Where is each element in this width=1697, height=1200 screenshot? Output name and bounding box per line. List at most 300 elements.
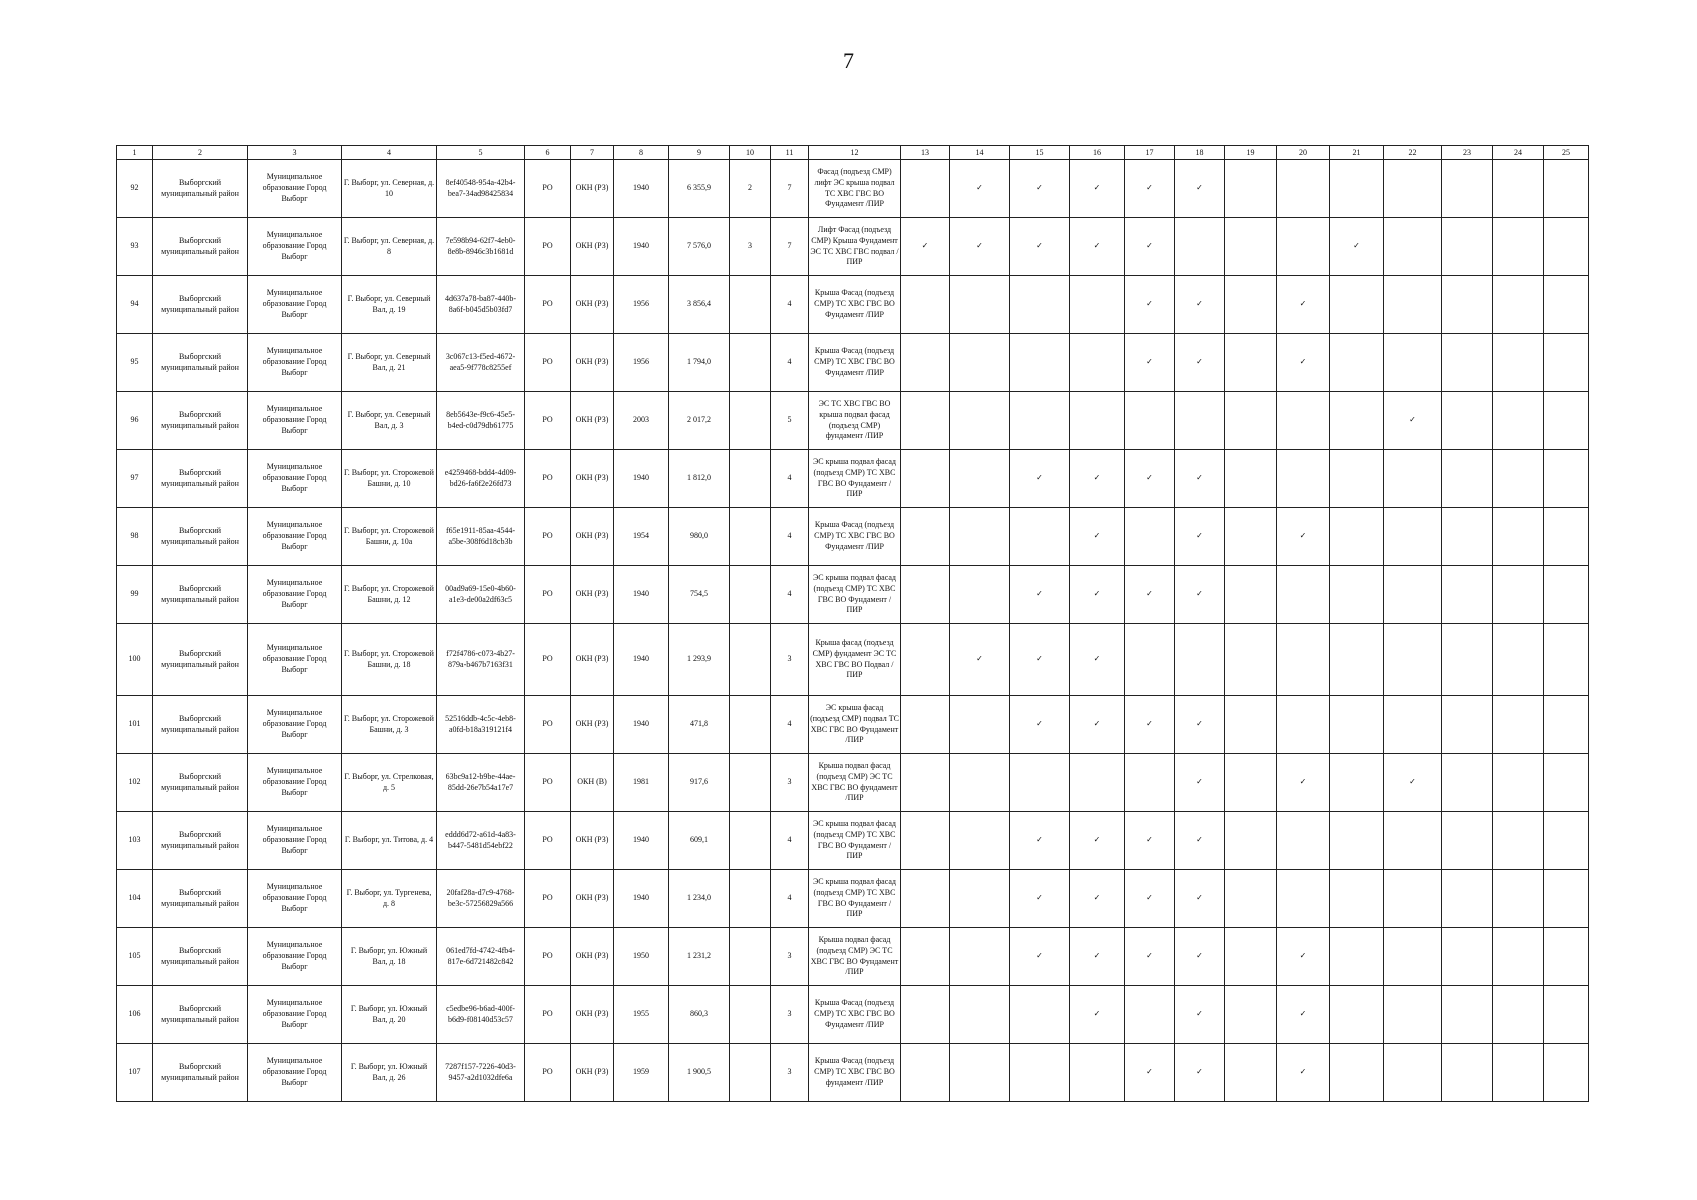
- empty-work-cell: [1070, 276, 1125, 334]
- operator-cell: РО: [525, 624, 571, 696]
- area-cell: 609,1: [669, 812, 730, 870]
- check-mark: ✓: [1070, 218, 1125, 276]
- column-number-header: 22: [1384, 146, 1442, 160]
- works-list-cell: Крыша Фасад (подъезд СМР) ТС ХВС ГВС ВО Фундамент /ПИР: [809, 508, 901, 566]
- row-number: 106: [117, 986, 153, 1044]
- empty-work-cell: [1225, 276, 1277, 334]
- heritage-status-cell: ОКН (РЗ): [571, 566, 614, 624]
- check-mark: ✓: [1010, 160, 1070, 218]
- empty-work-cell: [1493, 986, 1544, 1044]
- check-mark: ✓: [1330, 218, 1384, 276]
- area-cell: 6 355,9: [669, 160, 730, 218]
- column-11-cell: 3: [771, 624, 809, 696]
- works-list-cell: Фасад (подъезд СМР) лифт ЭС крыша подвал ТС ХВС ГВС ВО Фундамент /ПИР: [809, 160, 901, 218]
- column-10-cell: [730, 1044, 771, 1102]
- works-list-cell: Крыша фасад (подъезд СМР) фундамент ЭС ТС ХВС ГВС ВО Подвал /ПИР: [809, 624, 901, 696]
- empty-work-cell: [1384, 450, 1442, 508]
- address-cell: Г. Выборг, ул. Северный Вал, д. 3: [342, 392, 437, 450]
- building-id-cell: 4d637a78-ba87-440b-8a6f-b045d5b03fd7: [437, 276, 525, 334]
- municipality-cell: Муниципальное образование Город Выборг: [248, 624, 342, 696]
- column-number-header: 9: [669, 146, 730, 160]
- heritage-status-cell: ОКН (РЗ): [571, 870, 614, 928]
- empty-work-cell: [1070, 1044, 1125, 1102]
- empty-work-cell: [1125, 508, 1175, 566]
- empty-work-cell: [1442, 566, 1493, 624]
- operator-cell: РО: [525, 276, 571, 334]
- check-mark: ✓: [1175, 566, 1225, 624]
- operator-cell: РО: [525, 508, 571, 566]
- empty-work-cell: [1384, 566, 1442, 624]
- empty-work-cell: [950, 276, 1010, 334]
- building-id-cell: e4259468-bdd4-4d09-bd26-fa6f2e26fd73: [437, 450, 525, 508]
- column-11-cell: 3: [771, 1044, 809, 1102]
- check-mark: ✓: [1125, 1044, 1175, 1102]
- empty-work-cell: [1442, 754, 1493, 812]
- check-mark: ✓: [1070, 870, 1125, 928]
- check-mark: ✓: [1070, 450, 1125, 508]
- works-list-cell: Крыша подвал фасад (подъезд СМР) ЭС ТС ХВС ГВС ВО Фундамент /ПИР: [809, 928, 901, 986]
- year-built-cell: 1940: [614, 218, 669, 276]
- row-number: 100: [117, 624, 153, 696]
- empty-work-cell: [1125, 392, 1175, 450]
- empty-work-cell: [901, 986, 950, 1044]
- municipality-cell: Муниципальное образование Город Выборг: [248, 276, 342, 334]
- column-number-header: 24: [1493, 146, 1544, 160]
- empty-work-cell: [1493, 276, 1544, 334]
- empty-work-cell: [1330, 276, 1384, 334]
- check-mark: ✓: [1277, 1044, 1330, 1102]
- works-list-cell: ЭС крыша фасад (подъезд СМР) подвал ТС ХВС ГВС ВО Фундамент /ПИР: [809, 696, 901, 754]
- empty-work-cell: [1225, 754, 1277, 812]
- heritage-status-cell: ОКН (РЗ): [571, 276, 614, 334]
- empty-work-cell: [1493, 508, 1544, 566]
- table-row: [117, 276, 1589, 334]
- empty-work-cell: [1175, 218, 1225, 276]
- check-mark: ✓: [950, 218, 1010, 276]
- empty-work-cell: [1442, 870, 1493, 928]
- address-cell: Г. Выборг, ул. Северный Вал, д. 21: [342, 334, 437, 392]
- address-cell: Г. Выборг, ул. Южный Вал, д. 18: [342, 928, 437, 986]
- empty-work-cell: [1070, 392, 1125, 450]
- empty-work-cell: [1330, 450, 1384, 508]
- empty-work-cell: [1277, 566, 1330, 624]
- check-mark: ✓: [1125, 160, 1175, 218]
- year-built-cell: 1981: [614, 754, 669, 812]
- empty-work-cell: [1225, 566, 1277, 624]
- check-mark: ✓: [1125, 812, 1175, 870]
- empty-work-cell: [1010, 1044, 1070, 1102]
- empty-work-cell: [1225, 508, 1277, 566]
- column-11-cell: 7: [771, 160, 809, 218]
- empty-work-cell: [901, 392, 950, 450]
- empty-work-cell: [901, 450, 950, 508]
- address-cell: Г. Выборг, ул. Сторожевой Башни, д. 12: [342, 566, 437, 624]
- register-table: [116, 145, 1589, 1102]
- empty-work-cell: [1384, 218, 1442, 276]
- address-cell: Г. Выборг, ул. Сторожевой Башни, д. 10а: [342, 508, 437, 566]
- empty-work-cell: [1225, 696, 1277, 754]
- district-cell: Выборгский муниципальный район: [153, 1044, 248, 1102]
- empty-work-cell: [1277, 870, 1330, 928]
- table-row: [117, 986, 1589, 1044]
- municipality-cell: Муниципальное образование Город Выборг: [248, 334, 342, 392]
- empty-work-cell: [1384, 870, 1442, 928]
- building-id-cell: 8ef40548-954a-42b4-bea7-34ad98425834: [437, 160, 525, 218]
- empty-work-cell: [1330, 392, 1384, 450]
- empty-work-cell: [1330, 508, 1384, 566]
- row-number: 99: [117, 566, 153, 624]
- empty-work-cell: [1384, 160, 1442, 218]
- empty-work-cell: [1125, 624, 1175, 696]
- year-built-cell: 1940: [614, 566, 669, 624]
- works-list-cell: Крыша Фасад (подъезд СМР) ТС ХВС ГВС ВО фундамент /ПИР: [809, 1044, 901, 1102]
- empty-work-cell: [1225, 160, 1277, 218]
- empty-work-cell: [1225, 624, 1277, 696]
- area-cell: 1 293,9: [669, 624, 730, 696]
- district-cell: Выборгский муниципальный район: [153, 812, 248, 870]
- empty-work-cell: [1277, 696, 1330, 754]
- area-cell: 3 856,4: [669, 276, 730, 334]
- table-row: [117, 1044, 1589, 1102]
- column-number-header: 11: [771, 146, 809, 160]
- column-11-cell: 4: [771, 276, 809, 334]
- empty-work-cell: [1330, 1044, 1384, 1102]
- heritage-status-cell: ОКН (РЗ): [571, 624, 614, 696]
- empty-work-cell: [1330, 754, 1384, 812]
- empty-work-cell: [1225, 928, 1277, 986]
- area-cell: 1 812,0: [669, 450, 730, 508]
- empty-work-cell: [950, 392, 1010, 450]
- address-cell: Г. Выборг, ул. Тургенева, д. 8: [342, 870, 437, 928]
- works-list-cell: Крыша подвал фасад (подъезд СМР) ЭС ТС ХВС ГВС ВО фундамент /ПИР: [809, 754, 901, 812]
- building-id-cell: 7e598b94-62f7-4eb0-8e8b-8946c3b1681d: [437, 218, 525, 276]
- table-row: [117, 696, 1589, 754]
- empty-work-cell: [1384, 696, 1442, 754]
- district-cell: Выборгский муниципальный район: [153, 566, 248, 624]
- building-id-cell: 3c067c13-f5ed-4672-aea5-9f778c8255ef: [437, 334, 525, 392]
- district-cell: Выборгский муниципальный район: [153, 928, 248, 986]
- empty-work-cell: [1330, 986, 1384, 1044]
- empty-work-cell: [1442, 160, 1493, 218]
- building-id-cell: 52516ddb-4c5c-4eb8-a0fd-b18a319121f4: [437, 696, 525, 754]
- check-mark: ✓: [1175, 276, 1225, 334]
- operator-cell: РО: [525, 1044, 571, 1102]
- empty-work-cell: [1277, 160, 1330, 218]
- check-mark: ✓: [1175, 508, 1225, 566]
- empty-work-cell: [1493, 334, 1544, 392]
- empty-work-cell: [901, 566, 950, 624]
- column-number-header: 20: [1277, 146, 1330, 160]
- operator-cell: РО: [525, 870, 571, 928]
- works-list-cell: Крыша Фасад (подъезд СМР) ТС ХВС ГВС ВО Фундамент /ПИР: [809, 334, 901, 392]
- check-mark: ✓: [1277, 928, 1330, 986]
- column-number-header: 6: [525, 146, 571, 160]
- column-10-cell: 3: [730, 218, 771, 276]
- municipality-cell: Муниципальное образование Город Выборг: [248, 160, 342, 218]
- empty-work-cell: [1544, 334, 1589, 392]
- empty-work-cell: [1277, 450, 1330, 508]
- empty-work-cell: [1125, 986, 1175, 1044]
- empty-work-cell: [901, 928, 950, 986]
- building-id-cell: 00ad9a69-15e0-4b60-a1e3-de00a2df63c5: [437, 566, 525, 624]
- table-row: [117, 218, 1589, 276]
- address-cell: Г. Выборг, ул. Северный Вал, д. 19: [342, 276, 437, 334]
- works-list-cell: ЭС крыша подвал фасад (подъезд СМР) ТС ХВС ГВС ВО Фундамент /ПИР: [809, 566, 901, 624]
- works-list-cell: ЭС крыша подвал фасад (подъезд СМР) ТС ХВС ГВС ВО Фундамент /ПИР: [809, 450, 901, 508]
- empty-work-cell: [1544, 754, 1589, 812]
- building-id-cell: c5edbe96-b6ad-400f-b6d9-f08140d53c57: [437, 986, 525, 1044]
- year-built-cell: 1954: [614, 508, 669, 566]
- column-number-header: 1: [117, 146, 153, 160]
- column-number-header: 10: [730, 146, 771, 160]
- address-cell: Г. Выборг, ул. Южный Вал, д. 26: [342, 1044, 437, 1102]
- heritage-status-cell: ОКН (РЗ): [571, 1044, 614, 1102]
- check-mark: ✓: [1175, 812, 1225, 870]
- works-list-cell: ЭС крыша подвал фасад (подъезд СМР) ТС ХВС ГВС ВО Фундамент /ПИР: [809, 870, 901, 928]
- municipality-cell: Муниципальное образование Город Выборг: [248, 1044, 342, 1102]
- column-11-cell: 4: [771, 566, 809, 624]
- empty-work-cell: [1175, 624, 1225, 696]
- empty-work-cell: [1277, 812, 1330, 870]
- empty-work-cell: [901, 754, 950, 812]
- empty-work-cell: [1493, 160, 1544, 218]
- building-id-cell: f65e1911-85aa-4544-a5be-308f6d18cb3b: [437, 508, 525, 566]
- empty-work-cell: [1442, 1044, 1493, 1102]
- empty-work-cell: [901, 870, 950, 928]
- check-mark: ✓: [950, 624, 1010, 696]
- check-mark: ✓: [1175, 696, 1225, 754]
- area-cell: 980,0: [669, 508, 730, 566]
- address-cell: Г. Выборг, ул. Сторожевой Башни, д. 3: [342, 696, 437, 754]
- operator-cell: РО: [525, 334, 571, 392]
- check-mark: ✓: [1277, 334, 1330, 392]
- empty-work-cell: [1010, 334, 1070, 392]
- row-number: 93: [117, 218, 153, 276]
- check-mark: ✓: [1277, 276, 1330, 334]
- check-mark: ✓: [1010, 566, 1070, 624]
- operator-cell: РО: [525, 160, 571, 218]
- column-number-header: 2: [153, 146, 248, 160]
- empty-work-cell: [1544, 1044, 1589, 1102]
- year-built-cell: 2003: [614, 392, 669, 450]
- year-built-cell: 1940: [614, 870, 669, 928]
- check-mark: ✓: [1070, 812, 1125, 870]
- column-10-cell: [730, 812, 771, 870]
- empty-work-cell: [1493, 392, 1544, 450]
- empty-work-cell: [1544, 508, 1589, 566]
- column-11-cell: 5: [771, 392, 809, 450]
- empty-work-cell: [1493, 870, 1544, 928]
- heritage-status-cell: ОКН (РЗ): [571, 812, 614, 870]
- heritage-status-cell: ОКН (РЗ): [571, 450, 614, 508]
- row-number: 94: [117, 276, 153, 334]
- check-mark: ✓: [1070, 986, 1125, 1044]
- column-10-cell: [730, 986, 771, 1044]
- heritage-status-cell: ОКН (РЗ): [571, 218, 614, 276]
- empty-work-cell: [1225, 218, 1277, 276]
- empty-work-cell: [1544, 986, 1589, 1044]
- row-number: 102: [117, 754, 153, 812]
- check-mark: ✓: [1070, 928, 1125, 986]
- area-cell: 7 576,0: [669, 218, 730, 276]
- empty-work-cell: [1442, 812, 1493, 870]
- table-row: [117, 812, 1589, 870]
- year-built-cell: 1959: [614, 1044, 669, 1102]
- area-cell: 860,3: [669, 986, 730, 1044]
- empty-work-cell: [1493, 1044, 1544, 1102]
- empty-work-cell: [1225, 392, 1277, 450]
- empty-work-cell: [901, 812, 950, 870]
- column-10-cell: [730, 870, 771, 928]
- column-number-header: 19: [1225, 146, 1277, 160]
- district-cell: Выборгский муниципальный район: [153, 870, 248, 928]
- column-10-cell: [730, 928, 771, 986]
- empty-work-cell: [1277, 392, 1330, 450]
- operator-cell: РО: [525, 566, 571, 624]
- check-mark: ✓: [1010, 218, 1070, 276]
- table-row: [117, 870, 1589, 928]
- year-built-cell: 1950: [614, 928, 669, 986]
- operator-cell: РО: [525, 450, 571, 508]
- row-number: 92: [117, 160, 153, 218]
- empty-work-cell: [1330, 334, 1384, 392]
- empty-work-cell: [1442, 508, 1493, 566]
- empty-work-cell: [950, 928, 1010, 986]
- district-cell: Выборгский муниципальный район: [153, 754, 248, 812]
- check-mark: ✓: [950, 160, 1010, 218]
- column-11-cell: 4: [771, 812, 809, 870]
- empty-work-cell: [950, 696, 1010, 754]
- operator-cell: РО: [525, 696, 571, 754]
- column-10-cell: [730, 392, 771, 450]
- table-row: [117, 508, 1589, 566]
- empty-work-cell: [950, 812, 1010, 870]
- empty-work-cell: [1544, 928, 1589, 986]
- empty-work-cell: [950, 508, 1010, 566]
- column-number-header: 18: [1175, 146, 1225, 160]
- column-11-cell: 4: [771, 450, 809, 508]
- check-mark: ✓: [1010, 870, 1070, 928]
- empty-work-cell: [1544, 450, 1589, 508]
- column-number-header: 12: [809, 146, 901, 160]
- operator-cell: РО: [525, 754, 571, 812]
- municipality-cell: Муниципальное образование Город Выборг: [248, 928, 342, 986]
- heritage-status-cell: ОКН (РЗ): [571, 986, 614, 1044]
- building-id-cell: 20faf28a-d7c9-4768-be3c-5725682​9a566: [437, 870, 525, 928]
- district-cell: Выборгский муниципальный район: [153, 696, 248, 754]
- empty-work-cell: [1493, 566, 1544, 624]
- row-number: 101: [117, 696, 153, 754]
- empty-work-cell: [1384, 1044, 1442, 1102]
- empty-work-cell: [1225, 870, 1277, 928]
- empty-work-cell: [1493, 928, 1544, 986]
- heritage-status-cell: ОКН (РЗ): [571, 392, 614, 450]
- empty-work-cell: [1330, 870, 1384, 928]
- empty-work-cell: [1442, 986, 1493, 1044]
- address-cell: Г. Выборг, ул. Сторожевой Башни, д. 10: [342, 450, 437, 508]
- empty-work-cell: [1330, 624, 1384, 696]
- table-row: [117, 450, 1589, 508]
- row-number: 96: [117, 392, 153, 450]
- column-number-header: 7: [571, 146, 614, 160]
- empty-work-cell: [1330, 566, 1384, 624]
- empty-work-cell: [901, 508, 950, 566]
- column-10-cell: [730, 276, 771, 334]
- municipality-cell: Муниципальное образование Город Выборг: [248, 754, 342, 812]
- column-number-header: 15: [1010, 146, 1070, 160]
- building-id-cell: 8eb5643e-f9c6-45e5-b4ed-c0d79db61775: [437, 392, 525, 450]
- column-10-cell: [730, 754, 771, 812]
- empty-work-cell: [1225, 986, 1277, 1044]
- year-built-cell: 1940: [614, 160, 669, 218]
- building-id-cell: eddd6d72-a61d-4a83-b447-5481d54ebf22: [437, 812, 525, 870]
- check-mark: ✓: [1010, 696, 1070, 754]
- table-row: [117, 566, 1589, 624]
- column-10-cell: [730, 566, 771, 624]
- row-number: 98: [117, 508, 153, 566]
- empty-work-cell: [1384, 812, 1442, 870]
- check-mark: ✓: [1010, 928, 1070, 986]
- check-mark: ✓: [1175, 870, 1225, 928]
- column-number-header: 13: [901, 146, 950, 160]
- address-cell: Г. Выборг, ул. Сторожевой Башни, д. 18: [342, 624, 437, 696]
- check-mark: ✓: [1125, 334, 1175, 392]
- district-cell: Выборгский муниципальный район: [153, 986, 248, 1044]
- municipality-cell: Муниципальное образование Город Выборг: [248, 812, 342, 870]
- table-row: [117, 392, 1589, 450]
- empty-work-cell: [1384, 986, 1442, 1044]
- address-cell: Г. Выборг, ул. Северная, д. 8: [342, 218, 437, 276]
- works-list-cell: ЭС ТС ХВС ГВС ВО крыша подвал фасад (подъезд СМР) фундамент /ПИР: [809, 392, 901, 450]
- row-number: 105: [117, 928, 153, 986]
- empty-work-cell: [1442, 696, 1493, 754]
- row-number: 107: [117, 1044, 153, 1102]
- empty-work-cell: [1493, 450, 1544, 508]
- municipality-cell: Муниципальное образование Город Выборг: [248, 696, 342, 754]
- empty-work-cell: [901, 334, 950, 392]
- empty-work-cell: [1544, 696, 1589, 754]
- empty-work-cell: [901, 276, 950, 334]
- year-built-cell: 1956: [614, 276, 669, 334]
- empty-work-cell: [1225, 450, 1277, 508]
- empty-work-cell: [950, 1044, 1010, 1102]
- address-cell: Г. Выборг, ул. Южный Вал, д. 20: [342, 986, 437, 1044]
- empty-work-cell: [1544, 812, 1589, 870]
- check-mark: ✓: [1175, 334, 1225, 392]
- heritage-status-cell: ОКН (РЗ): [571, 508, 614, 566]
- check-mark: ✓: [1010, 624, 1070, 696]
- column-11-cell: 3: [771, 986, 809, 1044]
- area-cell: 1 900,5: [669, 1044, 730, 1102]
- heritage-status-cell: ОКН (В): [571, 754, 614, 812]
- works-list-cell: Крыша Фасад (подъезд СМР) ТС ХВС ГВС ВО Фундамент /ПИР: [809, 986, 901, 1044]
- empty-work-cell: [1544, 160, 1589, 218]
- empty-work-cell: [1010, 754, 1070, 812]
- heritage-status-cell: ОКН (РЗ): [571, 334, 614, 392]
- check-mark: ✓: [1175, 1044, 1225, 1102]
- heritage-status-cell: ОКН (РЗ): [571, 928, 614, 986]
- heritage-status-cell: ОКН (РЗ): [571, 696, 614, 754]
- district-cell: Выборгский муниципальный район: [153, 450, 248, 508]
- check-mark: ✓: [1070, 624, 1125, 696]
- operator-cell: РО: [525, 928, 571, 986]
- check-mark: ✓: [1175, 160, 1225, 218]
- column-10-cell: [730, 696, 771, 754]
- empty-work-cell: [1384, 334, 1442, 392]
- column-11-cell: 4: [771, 508, 809, 566]
- empty-work-cell: [950, 870, 1010, 928]
- empty-work-cell: [1493, 812, 1544, 870]
